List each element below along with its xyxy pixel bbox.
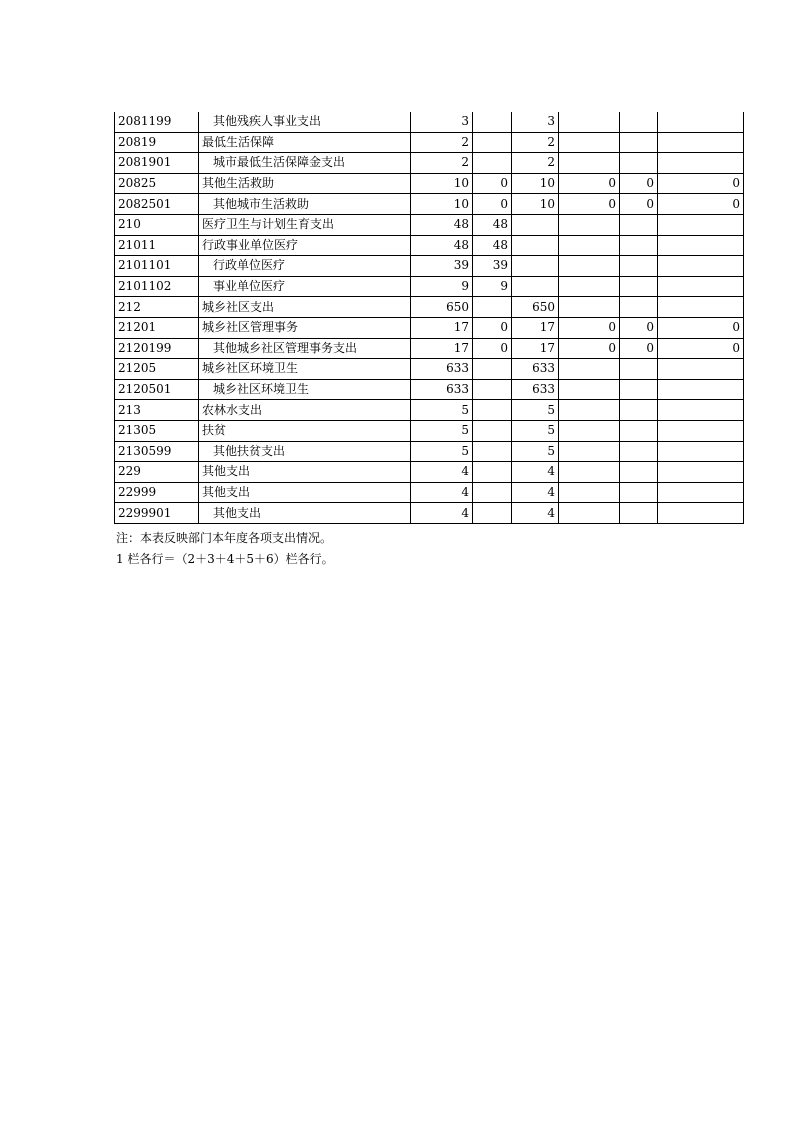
row-total-cell: 3 (411, 112, 473, 132)
row-total-cell: 5 (411, 420, 473, 441)
row-total-cell: 48 (411, 235, 473, 256)
row-col4-cell (559, 379, 620, 400)
row-code-cell: 2299901 (115, 503, 199, 524)
row-name-cell: 最低生活保障 (199, 132, 411, 153)
row-col4-cell (559, 297, 620, 318)
row-code-cell: 20825 (115, 173, 199, 194)
row-code-cell: 21305 (115, 420, 199, 441)
row-col3-cell: 10 (512, 194, 559, 215)
row-col5-cell (620, 462, 658, 483)
row-name-cell: 其他支出 (199, 503, 411, 524)
row-code-cell: 2130599 (115, 441, 199, 462)
row-col3-cell: 4 (512, 503, 559, 524)
row-name-cell: 医疗卫生与计划生育支出 (199, 214, 411, 235)
row-col6-cell (658, 214, 744, 235)
row-col2-cell (473, 132, 512, 153)
row-col5-cell (620, 379, 658, 400)
row-name-cell: 其他城乡社区管理事务支出 (199, 338, 411, 359)
table-row (115, 276, 744, 297)
row-code-cell: 2081199 (115, 112, 199, 132)
row-total-cell: 4 (411, 462, 473, 483)
row-col5-cell (620, 153, 658, 174)
row-code-cell: 2082501 (115, 194, 199, 215)
row-name-cell: 行政单位医疗 (199, 256, 411, 277)
row-name-cell: 其他生活救助 (199, 173, 411, 194)
row-col6-cell: 0 (658, 173, 744, 194)
row-total-cell: 5 (411, 400, 473, 421)
row-total-cell: 650 (411, 297, 473, 318)
row-col6-cell (658, 276, 744, 297)
table-body (115, 112, 744, 523)
row-total-cell: 17 (411, 317, 473, 338)
row-col6-cell (658, 359, 744, 380)
row-code-cell: 2120199 (115, 338, 199, 359)
row-col2-cell: 0 (473, 194, 512, 215)
row-col6-cell (658, 256, 744, 277)
row-col6-cell (658, 235, 744, 256)
table-row (115, 379, 744, 400)
row-name-cell: 事业单位医疗 (199, 276, 411, 297)
row-col3-cell: 2 (512, 132, 559, 153)
row-code-cell: 229 (115, 462, 199, 483)
row-code-cell: 20819 (115, 132, 199, 153)
row-total-cell: 10 (411, 173, 473, 194)
row-col2-cell: 0 (473, 317, 512, 338)
row-code-cell: 2101102 (115, 276, 199, 297)
row-col4-cell (559, 441, 620, 462)
row-col6-cell: 0 (658, 194, 744, 215)
row-code-cell: 2081901 (115, 153, 199, 174)
row-col5-cell (620, 441, 658, 462)
row-col2-cell (473, 400, 512, 421)
row-col6-cell: 0 (658, 317, 744, 338)
row-col3-cell: 633 (512, 379, 559, 400)
row-col5-cell (620, 503, 658, 524)
row-col5-cell (620, 112, 658, 132)
row-col2-cell: 48 (473, 235, 512, 256)
row-col5-cell (620, 297, 658, 318)
row-col5-cell (620, 420, 658, 441)
row-col4-cell (559, 132, 620, 153)
row-col3-cell: 17 (512, 338, 559, 359)
table-row (115, 132, 744, 153)
table-row (115, 359, 744, 380)
row-col3-cell: 17 (512, 317, 559, 338)
note-line-2: 1 栏各行＝（2＋3＋4＋5＋6）栏各行。 (116, 552, 334, 566)
row-col2-cell: 48 (473, 214, 512, 235)
row-total-cell: 10 (411, 194, 473, 215)
row-col4-cell: 0 (559, 317, 620, 338)
row-col5-cell (620, 400, 658, 421)
table-row (115, 214, 744, 235)
row-col3-cell: 4 (512, 482, 559, 503)
row-code-cell: 212 (115, 297, 199, 318)
row-col6-cell (658, 462, 744, 483)
row-col2-cell (473, 503, 512, 524)
row-col4-cell (559, 359, 620, 380)
row-col4-cell (559, 503, 620, 524)
row-col4-cell: 0 (559, 338, 620, 359)
row-col2-cell (473, 153, 512, 174)
row-code-cell: 2101101 (115, 256, 199, 277)
row-col3-cell: 650 (512, 297, 559, 318)
row-name-cell: 行政事业单位医疗 (199, 235, 411, 256)
row-total-cell: 4 (411, 503, 473, 524)
row-code-cell: 21011 (115, 235, 199, 256)
row-total-cell: 2 (411, 153, 473, 174)
row-col6-cell (658, 400, 744, 421)
row-col2-cell (473, 441, 512, 462)
row-col5-cell (620, 132, 658, 153)
row-col2-cell (473, 112, 512, 132)
row-name-cell: 城乡社区管理事务 (199, 317, 411, 338)
row-col4-cell (559, 214, 620, 235)
row-col4-cell (559, 420, 620, 441)
row-col6-cell (658, 420, 744, 441)
note-line-1: 注：本表反映部门本年度各项支出情况。 (116, 531, 333, 545)
row-col3-cell: 5 (512, 420, 559, 441)
row-col5-cell (620, 276, 658, 297)
row-col4-cell (559, 400, 620, 421)
row-col2-cell (473, 420, 512, 441)
row-col2-cell (473, 379, 512, 400)
row-col6-cell (658, 379, 744, 400)
row-col5-cell (620, 235, 658, 256)
table-row (115, 441, 744, 462)
row-col3-cell (512, 235, 559, 256)
row-col2-cell (473, 462, 512, 483)
row-col6-cell (658, 482, 744, 503)
row-col4-cell: 0 (559, 173, 620, 194)
row-code-cell: 2120501 (115, 379, 199, 400)
row-name-cell: 其他支出 (199, 462, 411, 483)
row-col4-cell (559, 256, 620, 277)
row-total-cell: 17 (411, 338, 473, 359)
row-col5-cell: 0 (620, 317, 658, 338)
row-col6-cell (658, 132, 744, 153)
table-row (115, 482, 744, 503)
row-code-cell: 213 (115, 400, 199, 421)
row-col6-cell (658, 297, 744, 318)
row-code-cell: 210 (115, 214, 199, 235)
row-col5-cell (620, 256, 658, 277)
row-name-cell: 城乡社区环境卫生 (199, 379, 411, 400)
row-col2-cell: 0 (473, 338, 512, 359)
row-col2-cell (473, 482, 512, 503)
row-col6-cell (658, 503, 744, 524)
table-row (115, 153, 744, 174)
row-name-cell: 其他支出 (199, 482, 411, 503)
row-col5-cell (620, 359, 658, 380)
table-row (115, 400, 744, 421)
row-col5-cell: 0 (620, 194, 658, 215)
row-col3-cell: 3 (512, 112, 559, 132)
row-col6-cell (658, 112, 744, 132)
table-row (115, 112, 744, 132)
row-col4-cell (559, 462, 620, 483)
table-row (115, 338, 744, 359)
row-name-cell: 城乡社区环境卫生 (199, 359, 411, 380)
row-total-cell: 9 (411, 276, 473, 297)
row-col4-cell: 0 (559, 194, 620, 215)
row-col5-cell (620, 214, 658, 235)
table-row (115, 462, 744, 483)
row-col2-cell: 9 (473, 276, 512, 297)
row-col6-cell (658, 153, 744, 174)
row-name-cell: 其他城市生活救助 (199, 194, 411, 215)
row-code-cell: 21201 (115, 317, 199, 338)
row-col3-cell: 10 (512, 173, 559, 194)
row-col2-cell (473, 359, 512, 380)
row-col3-cell: 4 (512, 462, 559, 483)
row-code-cell: 21205 (115, 359, 199, 380)
row-col2-cell: 39 (473, 256, 512, 277)
row-col5-cell: 0 (620, 173, 658, 194)
row-col6-cell: 0 (658, 338, 744, 359)
row-total-cell: 48 (411, 214, 473, 235)
row-col4-cell (559, 235, 620, 256)
row-col3-cell: 5 (512, 400, 559, 421)
row-col2-cell (473, 297, 512, 318)
table-row (115, 503, 744, 524)
row-code-cell: 22999 (115, 482, 199, 503)
row-col4-cell (559, 153, 620, 174)
row-name-cell: 城乡社区支出 (199, 297, 411, 318)
table-row (115, 317, 744, 338)
row-col2-cell: 0 (473, 173, 512, 194)
table-row (115, 235, 744, 256)
table-row (115, 420, 744, 441)
expenditure-table (114, 112, 744, 524)
row-col5-cell: 0 (620, 338, 658, 359)
row-name-cell: 城市最低生活保障金支出 (199, 153, 411, 174)
row-total-cell: 5 (411, 441, 473, 462)
row-col3-cell: 5 (512, 441, 559, 462)
row-total-cell: 633 (411, 359, 473, 380)
table-row (115, 173, 744, 194)
row-col3-cell (512, 214, 559, 235)
table-row (115, 256, 744, 277)
row-total-cell: 2 (411, 132, 473, 153)
row-col3-cell: 2 (512, 153, 559, 174)
table-row (115, 194, 744, 215)
row-col6-cell (658, 441, 744, 462)
row-name-cell: 农林水支出 (199, 400, 411, 421)
row-name-cell: 其他残疾人事业支出 (199, 112, 411, 132)
table-row (115, 297, 744, 318)
row-col3-cell: 633 (512, 359, 559, 380)
row-total-cell: 39 (411, 256, 473, 277)
row-col4-cell (559, 482, 620, 503)
row-col3-cell (512, 276, 559, 297)
row-name-cell: 扶贫 (199, 420, 411, 441)
row-name-cell: 其他扶贫支出 (199, 441, 411, 462)
row-col3-cell (512, 256, 559, 277)
row-total-cell: 633 (411, 379, 473, 400)
row-col4-cell (559, 276, 620, 297)
row-col4-cell (559, 112, 620, 132)
row-total-cell: 4 (411, 482, 473, 503)
row-col5-cell (620, 482, 658, 503)
